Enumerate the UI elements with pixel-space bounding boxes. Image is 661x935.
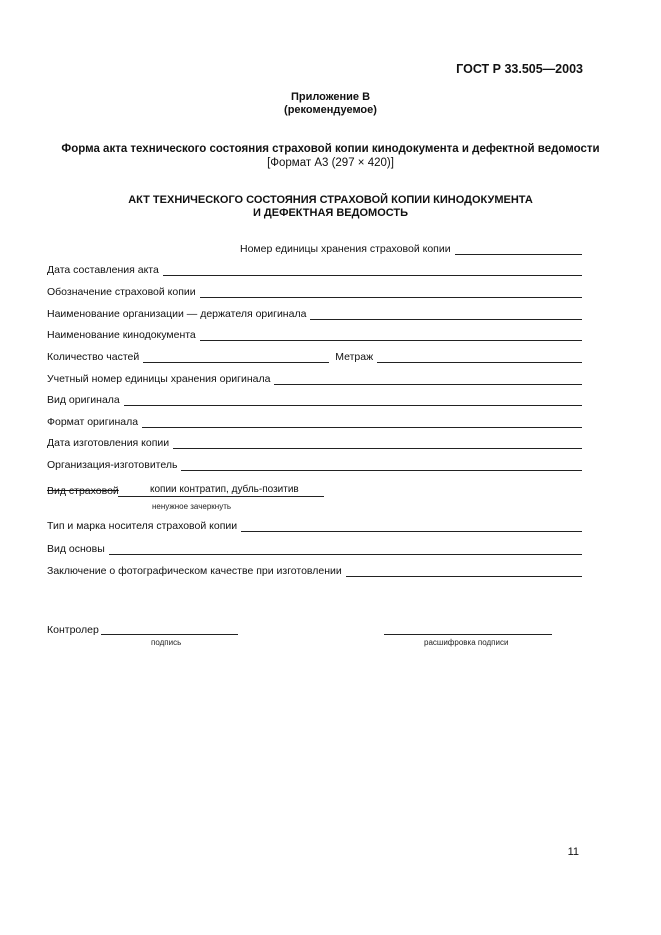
holder-org-row bbox=[47, 308, 582, 320]
copy-type-field[interactable] bbox=[118, 496, 324, 497]
act-title bbox=[0, 194, 661, 220]
photo-quality-label: Заключение о фотографическом качестве при изготовлении bbox=[47, 565, 342, 577]
original-account-field[interactable] bbox=[274, 374, 582, 385]
carrier-type-field[interactable] bbox=[241, 521, 582, 532]
copy-date-field[interactable] bbox=[173, 438, 582, 449]
form-title bbox=[0, 142, 661, 170]
copy-type-label: Вид страховой bbox=[47, 485, 119, 497]
parts-count-label: Количество частей bbox=[47, 351, 140, 363]
decoding-hint: расшифровка подписи bbox=[424, 638, 509, 647]
original-format-row bbox=[47, 416, 582, 428]
act-date-field[interactable] bbox=[163, 265, 582, 276]
film-title-row bbox=[47, 329, 582, 341]
appendix-title: Приложение В bbox=[290, 91, 371, 103]
copy-date-label: Дата изготовления копии bbox=[47, 437, 170, 449]
appendix-subtitle: (рекомендуемое) bbox=[284, 104, 377, 116]
act-title-line2: И ДЕФЕКТНАЯ ВЕДОМОСТЬ bbox=[252, 207, 409, 219]
original-format-field[interactable] bbox=[142, 417, 582, 428]
original-account-label: Учетный номер единицы хранения оригинала bbox=[47, 373, 271, 385]
carrier-type-row bbox=[47, 520, 582, 532]
manufacturer-field[interactable] bbox=[181, 460, 582, 471]
parts-count-field[interactable] bbox=[143, 352, 329, 363]
length-label: Метраж bbox=[335, 351, 374, 363]
original-type-label: Вид оригинала bbox=[47, 394, 120, 406]
film-title-label: Наименование кинодокумента bbox=[47, 329, 196, 341]
holder-org-label: Наименование организации — держателя оригинала bbox=[47, 308, 307, 320]
manufacturer-row bbox=[47, 459, 582, 471]
controller-label: Контролер bbox=[47, 624, 99, 636]
base-type-field[interactable] bbox=[109, 544, 582, 555]
parts-length-row bbox=[47, 351, 582, 363]
original-format-label: Формат оригинала bbox=[47, 416, 139, 428]
form-title-format: [Формат А3 (297 × 420)] bbox=[267, 157, 394, 169]
photo-quality-field[interactable] bbox=[346, 566, 582, 577]
storage-unit-number-label: Номер единицы хранения страховой копии bbox=[240, 243, 451, 255]
holder-org-field[interactable] bbox=[310, 309, 582, 320]
controller-signature-field[interactable] bbox=[101, 634, 238, 635]
storage-unit-number-field[interactable] bbox=[455, 244, 582, 255]
copy-designation-label: Обозначение страховой копии bbox=[47, 286, 196, 298]
copy-date-row bbox=[47, 437, 582, 449]
appendix-heading bbox=[0, 91, 661, 117]
document-code: ГОСТ Р 33.505—2003 bbox=[456, 62, 583, 76]
carrier-type-label: Тип и марка носителя страховой копии bbox=[47, 520, 238, 532]
photo-quality-row bbox=[47, 565, 582, 577]
base-type-label: Вид основы bbox=[47, 543, 105, 555]
page-number: 11 bbox=[567, 846, 579, 858]
original-account-row bbox=[47, 373, 582, 385]
act-date-row bbox=[47, 264, 582, 276]
copy-designation-row bbox=[47, 286, 582, 298]
act-title-line1: АКТ ТЕХНИЧЕСКОГО СОСТОЯНИЯ СТРАХОВОЙ КОПИИ КИНОДОКУМЕНТА bbox=[128, 194, 533, 206]
original-type-row bbox=[47, 394, 582, 406]
signature-hint: подпись bbox=[151, 638, 182, 647]
film-title-field[interactable] bbox=[200, 330, 582, 341]
copy-type-value: копии контратип, дубль-позитив bbox=[150, 484, 299, 495]
base-type-row bbox=[47, 543, 582, 555]
form-title-main: Форма акта технического состояния страховой копии кинодокумента и дефектной ведомости bbox=[61, 143, 600, 155]
manufacturer-label: Организация-изготовитель bbox=[47, 459, 178, 471]
copy-designation-field[interactable] bbox=[200, 287, 582, 298]
copy-type-hint: ненужное зачеркнуть bbox=[152, 502, 232, 511]
storage-unit-number-row bbox=[240, 243, 582, 255]
signature-decoding-field[interactable] bbox=[384, 634, 552, 635]
act-date-label: Дата составления акта bbox=[47, 264, 159, 276]
original-type-field[interactable] bbox=[124, 395, 582, 406]
length-field[interactable] bbox=[377, 352, 582, 363]
